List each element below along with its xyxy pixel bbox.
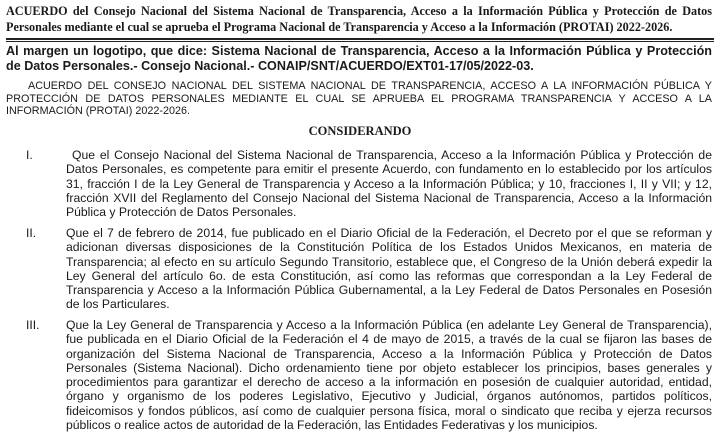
item-number: I. bbox=[26, 148, 33, 162]
section-heading: CONSIDERANDO bbox=[308, 124, 412, 138]
item-number: III. bbox=[26, 318, 40, 332]
title-divider-thick bbox=[6, 38, 714, 40]
agreement-summary: ACUERDO DEL CONSEJO NACIONAL DEL SISTEMA NACIONAL DE TRANSPARENCIA, ACCESO A LA INFORMACIÓN PÚBLICA Y PROTECCIÓN DE DATOS PERSONALES MEDIANTE EL CUAL SE APRUEBA EL PROGRAMA TRANSPARENCIA Y ACCESO A LA INFORMACIÓN (PROTAI) 2022-2026. bbox=[6, 80, 712, 117]
margin-note: Al margen un logotipo, que dice: Sistema Nacional de Transparencia, Acceso a la Información Pública y Protección de Datos Personales.- Consejo Nacional.- CONAIP/SNT/ACUERDO/EXT01-17/05/2022-03. bbox=[6, 44, 712, 73]
item-number: II. bbox=[26, 226, 37, 240]
item-text: Que el Consejo Nacional del Sistema Nacional de Transparencia, Acceso a la Información Pública y Protección de Datos Personales, es competente para emitir el presente Acuerdo, con fundamento en lo establecido por los artículos 31, fracción I de la Ley General de Transparencia y Acceso a la Información Pública; y 10, fracciones I, II y VII; y 12, fracción XVII del Reglamento del Consejo Nacional del Sistema Nacional de Transparencia, Acceso a la Información Pública y Protección de Datos Personales. bbox=[66, 148, 712, 220]
item-text: Que la Ley General de Transparencia y Acceso a la Información Pública (en adelante Ley General de Transparencia), fue publicada en el Diario Oficial de la Federación el 4 de mayo de 2015, a través de la cual se fijaron las bases de organización del Sistema Nacional de Transparencia, Acceso a la Información Pública y Protección de Datos Personales (Sistema Nacional). Dicho ordenamiento tiene por objeto establecer los principios, bases generales y procedimientos para garantizar el derecho de acceso a la información en posesión de cualquier autoridad, entidad, órgano y organismo de los poderes Legislativo, Ejecutivo y Judicial, órganos autónomos, partidos políticos, fideicomisos y fondos públicos, así como de cualquier persona física, moral o sindicato que reciba y ejerza recursos públicos o realice actos de autoridad de la Federación, las Entidades Federativas y los municipios. bbox=[66, 318, 712, 432]
title-divider-thin bbox=[6, 41, 714, 42]
document-title: ACUERDO del Consejo Nacional del Sistema Nacional de Transparencia, Acceso a la Información Pública y Protección de Datos Personales mediante el cual se aprueba el Programa Nacional de Transparencia y Acceso a la Información (PROTAI) 2022-2026. bbox=[6, 4, 712, 34]
item-text: Que el 7 de febrero de 2014, fue publicado en el Diario Oficial de la Federación, el Decreto por el que se reforman y adicionan diversas disposiciones de la Constitución Política de los Estados Unidos Mexicanos, en materia de Transparencia; al efecto en su artículo Segundo Transitorio, establece que, el Congreso de la Unión deberá expedir la Ley General del artículo 6o. de esta Constitución, así como las reformas que correspondan a la Ley Federal de Transparencia y Acceso a la Información Pública Gubernamental, a la Ley Federal de Datos Personales en Posesión de los Particulares. bbox=[66, 226, 712, 312]
